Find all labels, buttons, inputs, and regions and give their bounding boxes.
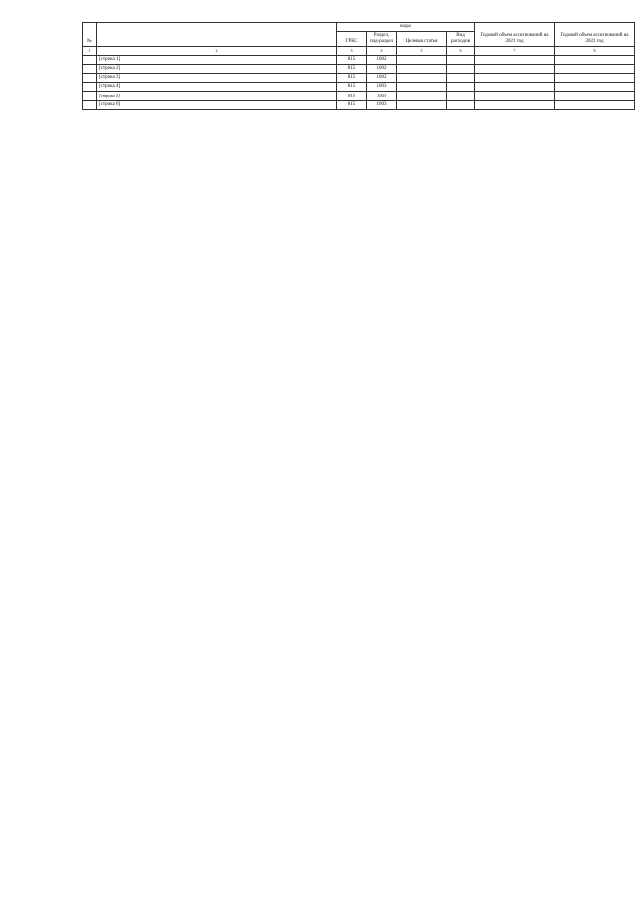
table-cell-2021 bbox=[475, 83, 555, 92]
table-row bbox=[83, 101, 635, 110]
table-cell-2022 bbox=[555, 74, 635, 83]
table-cell-target bbox=[397, 74, 447, 83]
table-cell-section: 1002 bbox=[367, 74, 397, 83]
table-cell-no bbox=[83, 92, 97, 101]
table-row bbox=[83, 92, 635, 101]
table-cell-target bbox=[397, 65, 447, 74]
table-cell-target bbox=[397, 101, 447, 110]
table-cell-2021 bbox=[475, 74, 555, 83]
table-cell-target bbox=[397, 56, 447, 65]
table-cell-no bbox=[83, 74, 97, 83]
budget-table bbox=[82, 22, 635, 110]
header-name bbox=[97, 23, 337, 47]
column-number: 7 bbox=[475, 47, 555, 56]
table-cell-no bbox=[83, 56, 97, 65]
column-number: 3 bbox=[337, 47, 367, 56]
table-cell-2021 bbox=[475, 92, 555, 101]
table-cell-name: [строка 4] bbox=[97, 83, 337, 92]
table-row bbox=[83, 56, 635, 65]
table-cell-expense-type bbox=[447, 83, 475, 92]
table-cell-grbs: 815 bbox=[337, 83, 367, 92]
column-number: 2 bbox=[97, 47, 337, 56]
table-cell-2021 bbox=[475, 65, 555, 74]
table-cell-2021 bbox=[475, 56, 555, 65]
table-cell-grbs: 815 bbox=[337, 92, 367, 101]
table-cell-2022 bbox=[555, 92, 635, 101]
table-cell-grbs: 815 bbox=[337, 65, 367, 74]
header-expense: Вид расходов bbox=[447, 32, 475, 47]
column-number: 4 bbox=[367, 47, 397, 56]
header-no: № bbox=[83, 23, 97, 47]
column-number: 5 bbox=[397, 47, 447, 56]
header-target: Целевая статья bbox=[397, 32, 447, 47]
table-cell-section: 1003 bbox=[367, 83, 397, 92]
table-cell-no bbox=[83, 65, 97, 74]
table-cell-section: 1003 bbox=[367, 101, 397, 110]
table-cell-2021 bbox=[475, 101, 555, 110]
table-cell-section: 1003 bbox=[367, 92, 397, 101]
table-cell-name: [строка 5] bbox=[97, 92, 337, 101]
column-number: 8 bbox=[555, 47, 635, 56]
table-cell-grbs: 815 bbox=[337, 74, 367, 83]
table-cell-expense-type bbox=[447, 56, 475, 65]
table-cell-no bbox=[83, 83, 97, 92]
table-cell-2022 bbox=[555, 101, 635, 110]
table-cell-expense-type bbox=[447, 101, 475, 110]
header-2022: Годовой объем ассигнований на 2022 год bbox=[555, 23, 635, 47]
header-row-1 bbox=[83, 23, 635, 32]
table-cell-2022 bbox=[555, 83, 635, 92]
table-row bbox=[83, 74, 635, 83]
column-number: 1 bbox=[83, 47, 97, 56]
table-row bbox=[83, 65, 635, 74]
table-cell-target bbox=[397, 83, 447, 92]
table-cell-name: [строка 3] bbox=[97, 74, 337, 83]
table-cell-section: 1002 bbox=[367, 56, 397, 65]
table-cell-2022 bbox=[555, 56, 635, 65]
table-cell-expense-type bbox=[447, 92, 475, 101]
header-grbs: ГРБС bbox=[337, 32, 367, 47]
table-cell-target bbox=[397, 92, 447, 101]
table-cell-expense-type bbox=[447, 74, 475, 83]
table-cell-no bbox=[83, 101, 97, 110]
header-section: Раздел, под-раздел bbox=[367, 32, 397, 47]
table-row bbox=[83, 83, 635, 92]
header-2021: Годовой объем ассигнований на 2021 год bbox=[475, 23, 555, 47]
header-codes: коды bbox=[337, 23, 475, 32]
column-number-row bbox=[83, 47, 635, 56]
table-cell-name: [строка 6] bbox=[97, 101, 337, 110]
column-number: 6 bbox=[447, 47, 475, 56]
table-cell-name: [строка 1] bbox=[97, 56, 337, 65]
table-cell-expense-type bbox=[447, 65, 475, 74]
table-cell-grbs: 815 bbox=[337, 101, 367, 110]
table-cell-name: [строка 2] bbox=[97, 65, 337, 74]
table-cell-2022 bbox=[555, 65, 635, 74]
table-cell-grbs: 815 bbox=[337, 56, 367, 65]
table-cell-section: 1002 bbox=[367, 65, 397, 74]
